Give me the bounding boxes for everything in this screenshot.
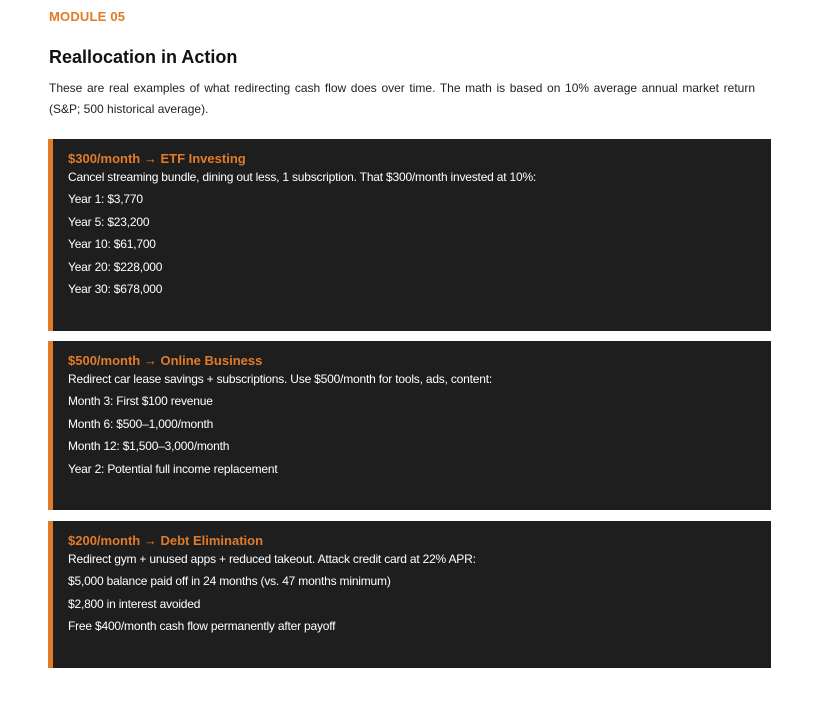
card-line: $2,800 in interest avoided <box>68 596 201 611</box>
example-card-online-business <box>48 341 771 510</box>
card-line: Year 10: $61,700 <box>68 237 156 252</box>
card-line: Month 12: $1,500–3,000/month <box>68 439 230 454</box>
card-line: Year 30: $678,000 <box>68 282 163 297</box>
intro-paragraph: These are real examples of what redirecting cash flow does over time. The math is based on 10% average annual market return (S&P; 500 historical average). <box>49 81 755 116</box>
card-line: Month 6: $500–1,000/month <box>68 416 214 431</box>
card-title: $500/month → Online Business <box>68 353 263 368</box>
example-card-debt-elimination <box>48 521 771 668</box>
card-line: Year 20: $228,000 <box>68 259 163 274</box>
card-line: Year 5: $23,200 <box>68 214 150 229</box>
card-title: $200/month → Debt Elimination <box>68 533 264 548</box>
card-line: Year 2: Potential full income replacement <box>68 461 278 476</box>
example-card-etf-investing <box>48 139 771 331</box>
module-label: MODULE 05 <box>49 9 126 24</box>
card-line: $5,000 balance paid off in 24 months (vs. 47 months minimum) <box>68 574 391 588</box>
card-description: Redirect car lease savings + subscriptions. Use $500/month for tools, ads, content: <box>68 372 492 386</box>
card-line: Month 3: First $100 revenue <box>68 394 213 408</box>
page-title: Reallocation in Action <box>49 47 238 67</box>
card-line: Year 1: $3,770 <box>68 192 143 206</box>
card-title: $300/month → ETF Investing <box>68 151 246 166</box>
card-description: Redirect gym + unused apps + reduced takeout. Attack credit card at 22% APR: <box>68 552 476 566</box>
card-description: Cancel streaming bundle, dining out less, 1 subscription. That $300/month invested at 10%: <box>68 170 537 184</box>
card-line: Free $400/month cash flow permanently after payoff <box>68 619 336 634</box>
